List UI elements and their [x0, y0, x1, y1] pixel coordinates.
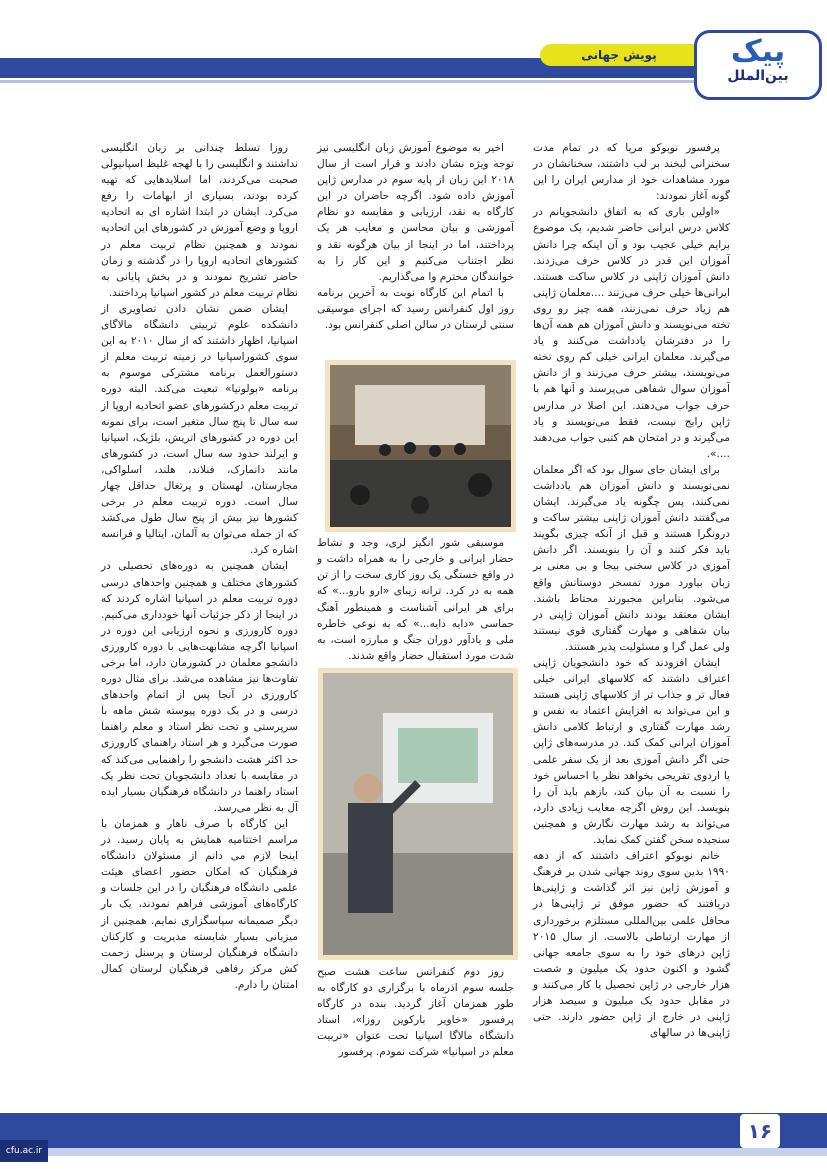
column-right	[533, 140, 730, 1050]
paragraph: موسیقی شور انگیز لری، وجد و نشاط حضار ایرانی و خارجی را به همراه داشت و در واقع خستگی یک روز کاری سخت را از تن همه به در کرد. ترانه زیبای «ارو بارو...» که برای هر ایرانی آشناست و همینطور آهنگ حماسی «دایه دایه...» که به نوعی خاطره ملی و یادآور دوران جنگ و مبارزه است، به شدت مورد استقبال حضار واقع شدند.	[317, 537, 514, 662]
footer-stripe	[0, 1148, 827, 1156]
lecture-photo	[318, 668, 518, 960]
paragraph: پرفسور نوبوکو مریا که در تمام مدت سخنرانی لبخند بر لب داشتند، سخنانشان در مورد مشاهدات خود از مدارس ایران را این گونه آغاز نمودند:	[533, 142, 730, 203]
paragraph: اخیر به موضوع آموزش زبان انگلیسی نیز توجه ویژه نشان دادند و قرار است از سال ۲۰۱۸ این زبان از پایه سوم در مدارس ژاپن آموزش داده شود. اگرچه حاضران در این کارگاه به نقد، ارزیابی و مقایسه دو نظام آموزشی و بیان محاسن و معایب هر یک پرداختند، اما در اینجا از بیان هرگونه نقد و نظر اجتناب می‌کنیم و این کار را به خوانندگان محترم وا می‌گذاریم.	[317, 142, 514, 283]
site-url[interactable]: cfu.ac.ir	[0, 1140, 48, 1162]
lecture-photo-image	[323, 673, 513, 955]
paragraph: برای ایشان جای سوال بود که اگر معلمان نمی‌نویسند و دانش آموزان هم یادداشت نمی‌کنند، پس چگونه یاد می‌گیرند. ایشان می‌گفتند دانش آموزان ژاپنی بیشتر ساکت و درونگرا هستند و قبل از آنکه چیزی بگویند باید فکر کنند و آن را بنویسند. اگر دانش آموزی در کلاس سخنی بیجا و بی معنی بر زبان بیاورد مورد تمسخر دوستانش واقع می‌شود. بنابراین مجبورند محتاط باشند. ایشان معتقد بودند دانش آموزان ژاپنی در بیان شفاهی و مهارت گفتاری قوی نیستند ولی عمل گرا و مسئولیت پذیر هستند.	[533, 463, 730, 653]
section-label: پویش جهانی	[540, 44, 698, 66]
paragraph: ایشان افزودند که خود دانشجویان ژاپنی اعتراف داشتند که کلاسهای ایرانی خیلی فعال تر و جذاب تر از کلاسهای ژاپنی هستند و این می‌تواند به افزایش اعتماد به نفس و رشد مهارت گفتاری و ارتباط کلامی دانش آموزان ایرانی کمک کند. در مدرسه‌های ژاپن حتی اگر دانش آموزی بعد از یک سفر علمی یا اردوی تفریحی بخواهد نظر یا احساس خود را نسبت به آن بیان کند، بازهم باید آن را بنویسد. این روش اگرچه معایب زیادی دارد، می‌تواند به رشد مهارت نگارش و همچنین سنجیده سخن گفتن کمک نماید.	[533, 657, 730, 847]
magazine-logo	[694, 30, 822, 100]
page-number: ۱۶	[740, 1114, 780, 1148]
paragraph: با اتمام این کارگاه نوبت به آخرین برنامه روز اول کنفرانس رسید که اجرای موسیقی سنتی لرستان در سالن اصلی کنفرانس بود.	[317, 286, 514, 332]
paragraph: این کارگاه با صرف ناهار و همزمان با مراسم اختتامیه همایش به پایان رسید. در اینجا لازم می دانم از مسئولان دانشگاه فرهنگیان که امکان حضور اعضای هیئت علمی دانشگاه فرهنگیان را در این جلسات و کارگاه‌های آموزشی فراهم نمودند، یک بار دیگر صمیمانه سپاسگزاری نمایم. همچنین از میزبانی بسیار شایسته مدیریت و کارکنان دانشگاه فرهنگیان لرستان و پرسنل زحمت کش مرکز رفاهی فرهنگیان لرستان کمال امتنان را دارم.	[101, 817, 298, 991]
paragraph: ایشان همچنین به دوره‌های تحصیلی در کشورهای مختلف و همچنین واحدهای درسی دوره تربیت معلم در اسپانیا اشاره کردند که در اینجا از ذکر جزئیات آنها خودداری می‌کنیم. دوره کارورزی و نحوه ارزیابی این دوره در اسپانیا اگرچه مشابهت‌هایی با دوره کارورزی دانشجو معلمان در کشورمان دارد، اما برخی تفاوت‌ها نیز مشاهده می‌شد. برای مثال دوره کارورزی در آنجا پس از اتمام واحدهای درسی و در یک دوره پیوسته شش ماهه با سرپرستی و تحت نظر استاد و معلم راهنما صورت می‌گیرد و هر استاد راهنمای کارورزی حد اکثر هشت دانشجو را راهنمایی می‌کند که در مقایسه با تعداد دانشجویان تحت نظر یک استاد راهنما در دانشگاه فرهنگیان بسیار ایده آل به نظر می‌رسد.	[101, 560, 298, 814]
logo-line1: پیک	[730, 34, 786, 69]
column-left	[101, 140, 298, 1050]
paragraph: خانم نوبوکو اعتراف داشتند که از دهه ۱۹۹۰ بدین سوی روند جهانی شدن بر فرهنگ و آموزش ژاپن نیز اثر گذاشت و ژاپنی‌ها دریافتند که حضور موفق تر ژاپنی‌ها در محافل علمی بین‌المللی مستلزم برخورداری از مهارت ارتباطی بالاست. از سال ۲۰۱۵ ژاپن درهای خود را به سوی جامعه جهانی گشود و اکنون حدود یک میلیون و شصت هزار خارجی در ژاپن تحصیل یا کار می‌کنند و در مقابل حدود یک میلیون و سیصد هزار ژاپنی در خارج از ژاپن حضور دارند. حتی ژاپنی‌ها در سالهای	[533, 850, 730, 1040]
footer-bar	[0, 1113, 827, 1148]
paragraph: روز دوم کنفرانس ساعت هشت صبح جلسه سوم اذرماه با برگزاری دو کارگاه به طور همزمان آغاز گردید. بنده در کارگاه پرفسور «خاویر بارکوین روزا»، استاد دانشگاه مالاگا اسپانیا تحت عنوان «تربیت معلم در اسپانیا» شرکت نمودم. پرفسور	[317, 965, 514, 1059]
concert-photo-image	[330, 365, 511, 527]
header-bar-shadow	[0, 80, 700, 83]
logo-line2: بین‌الملل	[727, 68, 789, 84]
paragraph: «اولین باری که به اتفاق دانشجویانم در کلاس درس ایرانی حاضر شدیم، یک موضوع برایم خیلی عجیب بود و آن اینکه چرا دانش آموزان این قدر در کلاس حرف می‌زدند. دانش آموزان ژاپنی در کلاس ساکت هستند. ایرانی‌ها خیلی حرف می‌زنند ....معلمان ژاپنی هم زیاد حرف نمی‌زنند، همه چیز رو روی تخته می‌نویسند و دانش آموزان هم همه آن‌ها را در دفترشان یادداشت می‌کنند و یاد می‌گیرند. معلمان ایرانی خیلی کم روی تخته می‌نویسند، بیشتر حرف می‌زنند و از دانش آموزان سوال شفاهی می‌پرسند و آنها هم با حرف جواب می‌دهند. این اصلا در مدارس ژاپن رایج نیست، فقط می‌نویسند و یاد می‌گیرند و در امتحان هم کتبی جواب می‌دهند ....».	[533, 206, 730, 460]
concert-photo	[325, 360, 516, 532]
paragraph: ایشان ضمن نشان دادن تصاویری از دانشکده علوم تربیتی دانشگاه مالاگای اسپانیا، اظهار داشتند که از سال ۲۰۱۰ به این سوی کشوراسپانیا در زمینه تربیت معلم از دستورالعمل برنامه مشترکی موسوم به برنامه «بولونیا» تبعیت می‌کند. البته دوره تربیت معلم درکشورهای عضو اتحادیه اروپا از سه سال تا پنج سال متغیر است، برای نمونه این دوره در کشورهای اتریش، بلژیک، اسپانیا و ایرلند حدود سه سال است، در کشورهای مانند دانمارک، فنلاند، هلند، اسلواکی، مجارستان، لهستان و پرتغال حداقل چهار سال است. دوره تربیت معلم در برخی کشورها نیز بیش از پنج سال طول می‌کشد که از جمله می‌توان به آلمان، ایتالیا و فرانسه اشاره کرد.	[101, 302, 298, 557]
paragraph: روزا تسلط چندانی بر زبان انگلیسی نداشتند و انگلیسی را با لهجه غلیظ اسپانیولی صحبت می‌کردند، اما اسلایدهایی که تهیه کرده بودند، بسیاری از ابهامات را رفع می‌کرد. ایشان در ابتدا اشاره ای به اتحادیه اروپا و وضع آموزش در کشورهای این اتحادیه نمودند و همچنین نظام تربیت معلم در کشورهای اتحادیه اروپا را در گذشته و زمان حاضر تشریح نمودند و در بخش پایانی به نظام تربیت معلم در کشور اسپانیا پرداختند.	[101, 142, 298, 299]
